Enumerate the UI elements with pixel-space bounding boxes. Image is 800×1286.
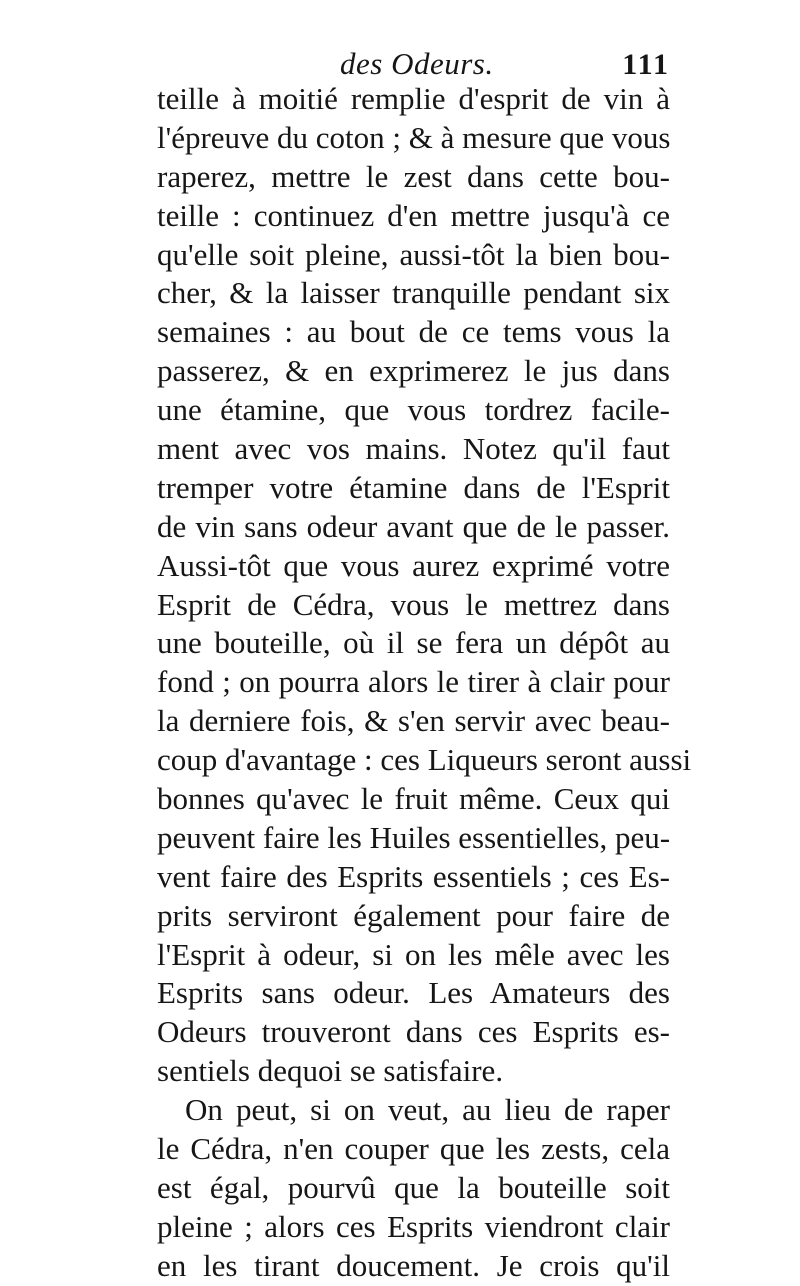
text-line: fond ; on pourra alors le tirer à clair pour (157, 664, 670, 700)
text-line: passerez, & en exprimerez le jus dans (157, 353, 670, 389)
text-line: cher, & la laisser tranquille pendant six (157, 275, 670, 311)
text-line: une étamine, que vous tordrez facile- (157, 392, 670, 428)
text-line: Esprit de Cédra, vous le mettrez dans (157, 586, 670, 622)
text-line: On peut, si on veut, au lieu de raper (185, 1092, 670, 1128)
text-line: peuvent faire les Huiles essentielles, peu- (157, 819, 671, 855)
text-line: tremper votre étamine dans de l'Esprit (157, 469, 670, 505)
text-line: l'épreuve du coton ; & à mesure que vous (157, 119, 671, 155)
text-line: Aussi-tôt que vous aurez exprimé votre (157, 547, 670, 583)
running-title: des Odeurs. (340, 46, 494, 81)
text-line: qu'elle soit pleine, aussi-tôt la bien bou- (157, 236, 670, 272)
text-line: vent faire des Esprits essentiels ; ces Es- (157, 858, 670, 894)
text-line: Esprits sans odeur. Les Amateurs des (157, 975, 670, 1011)
text-line: semaines : au bout de ce tems vous la (157, 314, 670, 350)
text-line: Odeurs trouveront dans ces Esprits es- (157, 1014, 670, 1050)
text-line: ment avec vos mains. Notez qu'il faut (157, 431, 670, 467)
text-line: en les tirant doucement. Je crois qu'il (157, 1247, 670, 1283)
text-line: raperez, mettre le zest dans cette bou- (157, 158, 670, 194)
body-text (157, 80, 692, 1286)
page-number: 111 (622, 48, 670, 81)
text-line: bonnes qu'avec le fruit même. Ceux qui (157, 781, 670, 817)
text-line: prits serviront également pour faire de (157, 897, 670, 933)
text-line: de vin sans odeur avant que de le passer. (157, 508, 670, 544)
text-line: la derniere fois, & s'en servir avec beau- (157, 703, 670, 739)
text-line: teille à moitié remplie d'esprit de vin à (157, 81, 670, 116)
text-line: une bouteille, où il se fera un dépôt au (157, 625, 670, 661)
text-line: le Cédra, n'en couper que les zests, cela (157, 1131, 670, 1167)
text-line: teille : continuez d'en mettre jusqu'à ce (157, 197, 670, 233)
text-line: l'Esprit à odeur, si on les mêle avec les (157, 936, 670, 972)
text-line: est égal, pourvû que la bouteille soit (157, 1169, 670, 1205)
text-line: coup d'avantage : ces Liqueurs seront aussi (157, 742, 692, 778)
text-line: sentiels dequoi se satisfaire. (157, 1053, 504, 1089)
text-line: pleine ; alors ces Esprits viendront clair (157, 1208, 670, 1244)
